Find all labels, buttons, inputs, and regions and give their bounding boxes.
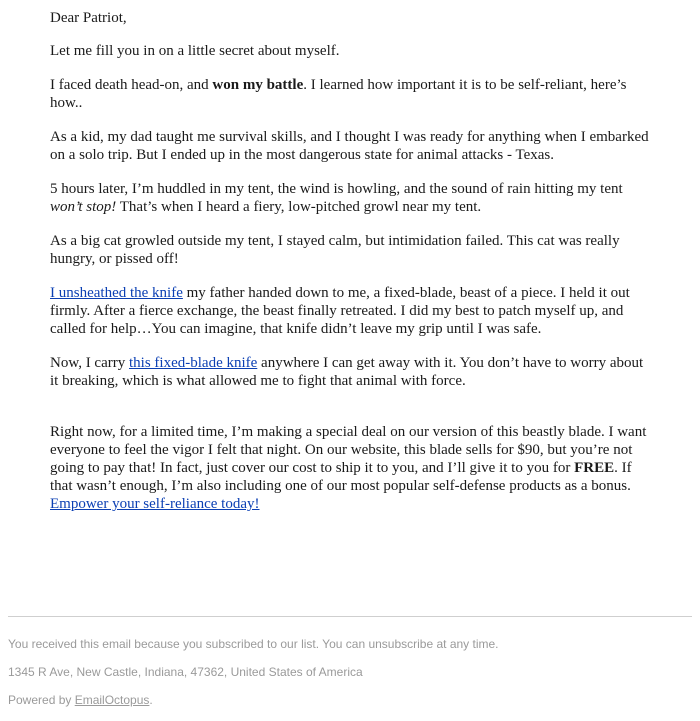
subscription-notice: You received this email because you subscribed to our list. You can unsubscribe at any time. (8, 637, 499, 651)
sender-address: 1345 R Ave, New Castle, Indiana, 47362, United States of America (8, 665, 363, 679)
email-footer (8, 637, 692, 721)
empower-self-reliance-link[interactable]: Empower your self-reliance today! (50, 496, 260, 512)
paragraph-childhood: As a kid, my dad taught me survival skills, and I thought I was ready for anything when I embarked on a solo trip. But I ended up in the most dangerous state for animal attacks - Texas. (50, 129, 649, 163)
carry-text-end: anywhere I can get away with it. You don’t have to worry about it breaking, which is what allowed me to fight that animal with force. (50, 355, 644, 389)
carry-text-start: Now, I carry (50, 355, 129, 371)
emailoctopus-link[interactable]: EmailOctopus (74, 693, 150, 707)
paragraph-big-cat: As a big cat growled outside my tent, I stayed calm, but intimidation failed. This cat was really hungry, or pissed off! (50, 233, 620, 267)
unsheathed-knife-link[interactable]: I unsheathed the knife (50, 285, 183, 301)
paragraph-secret: Let me fill you in on a little secret about myself. (50, 43, 340, 59)
offer-text-middle: . If that wasn’t enough, I’m also including one of our most popular self-defense products as a bonus. (50, 460, 632, 494)
paragraph-tent (50, 180, 650, 216)
powered-by-end: . (149, 693, 153, 707)
tent-text-start: 5 hours later, I’m huddled in my tent, the wind is howling, and the sound of rain hitting my tent (50, 181, 623, 197)
paragraph-battle (50, 76, 650, 112)
powered-by-label: Powered by (8, 693, 75, 707)
paragraph-knife (50, 284, 650, 338)
powered-by (8, 693, 692, 707)
offer-free-bold: FREE (574, 460, 615, 476)
battle-text-end: . I learned how important it is to be self-reliant, here’s how.. (50, 77, 627, 111)
paragraph-carry (50, 354, 650, 390)
offer-text-start: Right now, for a limited time, I’m making a special deal on our version of this beastly blade. I want everyone to feel the vigor I felt that night. On our website, this blade sells for $90, but you’re not going to pay that! In fact, just cover our cost to ship it to you, and I’ll give it to you for (50, 424, 647, 476)
footer-divider (8, 616, 692, 617)
battle-bold: won my battle (212, 77, 304, 93)
battle-text-start: I faced death head-on, and (50, 77, 213, 93)
fixed-blade-knife-link[interactable]: this fixed-blade knife (129, 355, 258, 371)
email-body (50, 9, 650, 529)
knife-text: my father handed down to me, a fixed-blade, beast of a piece. I held it out firmly. After a fierce exchange, the beast finally retreated. I did my best to patch myself up, and called for help…You can imagine, that knife didn’t leave my grip until I was safe. (50, 285, 630, 337)
tent-text-end: That’s when I heard a fiery, low-pitched growl near my tent. (116, 199, 482, 215)
tent-italic: won’t stop! (50, 199, 117, 215)
paragraph-offer (50, 423, 650, 513)
greeting: Dear Patriot, (50, 10, 127, 26)
